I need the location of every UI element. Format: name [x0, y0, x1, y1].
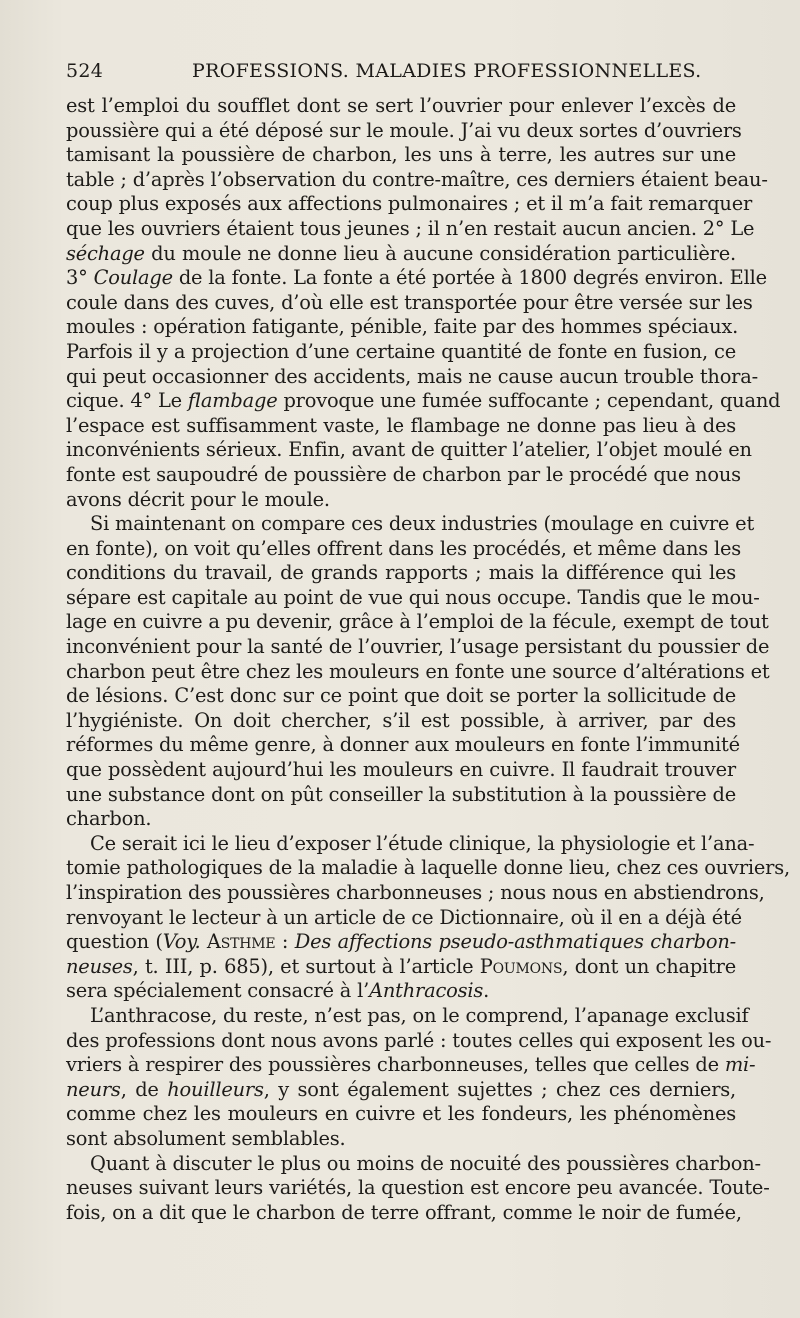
small-caps-text: Poumons: [479, 954, 563, 978]
text-line: [66, 659, 770, 685]
text-line: [66, 216, 755, 242]
text-run: avons décrit pour le moule.: [66, 487, 330, 511]
text-run: des professions dont nous avons parlé : toutes celles qui exposent les ou-: [66, 1028, 772, 1052]
text-run: Parfois il y a projection d’une certaine quantité de fonte en fusion, ce: [66, 339, 736, 363]
text-run: charbon.: [66, 807, 152, 831]
italic-text: Des affections pseudo-asthmatiques charbon-: [294, 930, 736, 954]
text-line: [66, 1053, 756, 1078]
text-line: [66, 905, 742, 931]
text-line: [66, 340, 736, 365]
text-line: [66, 783, 736, 808]
text-line: [66, 733, 740, 758]
text-line: [66, 536, 742, 562]
text-run: neuses suivant leurs variétés, la question est encore peu avancée. Toute-: [66, 1176, 770, 1200]
text-run: inconvénient pour la santé de l’ouvrier, l’usage persistant du poussier de: [66, 635, 770, 659]
italic-text: séchage: [66, 241, 145, 265]
paragraph: [66, 512, 770, 832]
paragraph: [66, 831, 790, 1004]
text-run: table ; d’après l’observation du contre-maître, ces derniers étaient beau-: [66, 167, 768, 191]
small-caps-text: Asthme: [206, 930, 276, 954]
text-run: sont absolument semblables.: [66, 1126, 346, 1150]
text-run: moules : opération fatigante, pénible, faite par des hommes spéciaux.: [66, 315, 739, 339]
text-run: conditions du travail, de grands rapports ; mais la différence qui les: [66, 561, 736, 585]
text-run: inconvénients sérieux. Enfin, avant de quitter l’atelier, l’objet moulé en: [66, 438, 752, 462]
text-line: [66, 881, 765, 906]
paragraph: [66, 94, 781, 512]
text-line: [66, 758, 736, 783]
body-text: [66, 94, 790, 1225]
text-run: de lésions. C’est donc sur ce point que doit se porter la sollicitude de: [66, 684, 736, 708]
italic-text: Voy.: [162, 930, 201, 954]
text-run: l’inspiration des poussières charbonneuses ; nous nous en abstiendrons,: [66, 881, 765, 904]
text-line: [66, 364, 758, 390]
text-run: une substance dont on pût conseiller la substitution à la poussière de: [66, 782, 736, 806]
text-run: Ce serait ici le lieu d’exposer l’étude clinique, la physiologie et l’ana-: [90, 831, 755, 855]
text-run: .: [483, 979, 490, 1003]
text-run: du moule ne donne lieu à aucune considération particulière.: [144, 241, 736, 265]
italic-text: Anthracosis: [369, 979, 484, 1003]
text-line: [66, 192, 753, 217]
text-line: [66, 831, 755, 857]
text-run: que possèdent aujourd’hui les mouleurs en cuivre. Il faudrait trouver: [66, 758, 736, 782]
text-run: provoque une fumée suffocante ; cependant, quand: [277, 389, 781, 413]
page-header: [66, 60, 738, 90]
text-run: L’anthracose, du reste, n’est pas, on le comprend, l’apanage exclusif: [90, 1003, 749, 1027]
text-line: [66, 94, 736, 119]
text-line: [66, 610, 769, 635]
text-run: poussière qui a été déposé sur le moule. J’ai vu deux sortes d’ouvriers: [66, 118, 742, 142]
text-run: lage en cuivre a pu devenir, grâce à l’emploi de la fécule, exempt de tout: [66, 610, 769, 634]
text-line: [66, 143, 736, 168]
paragraph: [66, 1003, 772, 1152]
text-line: [66, 414, 736, 439]
text-run: Si maintenant on compare ces deux industries (moulage en cuivre et: [90, 512, 755, 536]
text-line: [66, 1151, 761, 1177]
text-line: [66, 1102, 736, 1127]
italic-text: flambage: [187, 389, 278, 413]
text-run: de la fonte. La fonte a été portée à 1800 degrés environ. Elle: [172, 266, 767, 290]
text-line: [66, 290, 753, 316]
text-run: que les ouvriers étaient tous jeunes ; il n’en restait aucun ancien. 2° Le: [66, 216, 755, 240]
text-run: coule dans des cuves, d’où elle est transportée pour être versée sur les: [66, 290, 753, 314]
text-run: coup plus exposés aux affections pulmonaires ; et il m’a fait remarquer: [66, 192, 753, 216]
text-line: [66, 266, 767, 291]
text-run: question (: [66, 930, 163, 954]
text-line: [66, 709, 736, 734]
text-line: [66, 684, 736, 709]
text-run: sera spécialement consacré à l’: [66, 979, 370, 1003]
italic-text: mi-: [724, 1053, 756, 1077]
text-line: [66, 488, 736, 513]
text-line: [66, 438, 752, 463]
text-run: réformes du même genre, à donner aux mouleurs en fonte l’immunité: [66, 733, 740, 757]
text-run: est l’emploi du soufflet dont se sert l’ouvrier pour enlever l’excès de: [66, 94, 736, 117]
text-run: , de: [120, 1077, 168, 1101]
text-line: [66, 315, 739, 340]
text-run: 3°: [66, 266, 94, 290]
text-run: , y sont également sujettes ; chez ces derniers,: [263, 1077, 736, 1101]
text-run: vriers à respirer des poussières charbonneuses, telles que celles de: [66, 1053, 725, 1077]
text-run: tamisant la poussière de charbon, les uns à terre, les autres sur une: [66, 143, 736, 167]
text-line: [66, 242, 736, 267]
text-line: [66, 1176, 770, 1201]
text-run: tomie pathologiques de la maladie à laquelle donne lieu, chez ces ouvriers,: [66, 856, 790, 880]
text-line: [66, 585, 760, 611]
text-line: [66, 167, 768, 193]
italic-text: neurs: [66, 1077, 121, 1101]
text-line: [66, 389, 781, 414]
text-run: en fonte), on voit qu’elles offrent dans les procédés, et même dans les: [66, 536, 742, 560]
text-run: l’hygiéniste. On doit chercher, s’il est possible, à arriver, par des: [66, 708, 736, 732]
running-title: PROFESSIONS. MALADIES PROFESSIONNELLES.: [192, 60, 702, 82]
text-run: sépare est capitale au point de vue qui nous occupe. Tandis que le mou-: [66, 585, 760, 609]
text-run: , dont un chapitre: [562, 954, 736, 978]
text-line: [66, 955, 736, 980]
text-line: [66, 1028, 772, 1054]
text-line: [66, 561, 736, 586]
text-line: [66, 635, 770, 660]
text-line: [66, 930, 736, 955]
text-run: fois, on a dit que le charbon de terre offrant, comme le noir de fumée,: [66, 1200, 742, 1224]
text-line: [66, 118, 742, 144]
text-run: qui peut occasionner des accidents, mais ne cause aucun trouble thora-: [66, 364, 758, 388]
italic-text: Coulage: [93, 266, 173, 290]
text-run: cique. 4° Le: [66, 389, 188, 413]
text-line: [66, 1127, 736, 1152]
text-run: fonte est saupoudré de poussière de charbon par le procédé que nous: [66, 462, 741, 486]
text-run: l’espace est suffisamment vaste, le flambage ne donne pas lieu à des: [66, 413, 736, 437]
text-line: [66, 979, 736, 1004]
text-line: [66, 856, 790, 881]
italic-text: neuses: [66, 954, 133, 978]
text-run: renvoyant le lecteur à un article de ce Dictionnaire, où il en a déjà été: [66, 905, 742, 929]
italic-text: houilleurs: [167, 1077, 264, 1101]
text-line: [66, 512, 755, 537]
text-line: [66, 1200, 742, 1226]
text-line: [66, 462, 741, 488]
text-line: [66, 807, 736, 832]
text-run: charbon peut être chez les mouleurs en fonte une source d’altérations et: [66, 659, 770, 683]
page-number: 524: [66, 60, 104, 82]
text-run: comme chez les mouleurs en cuivre et les fondeurs, les phénomènes: [66, 1102, 736, 1126]
text-line: [66, 1003, 749, 1029]
paragraph: [66, 1151, 770, 1226]
text-run: , t. III, p. 685), et surtout à l’article: [132, 954, 480, 978]
text-line: [66, 1078, 736, 1103]
text-run: :: [275, 930, 295, 954]
text-run: Quant à discuter le plus ou moins de nocuité des poussières charbon-: [90, 1151, 761, 1175]
